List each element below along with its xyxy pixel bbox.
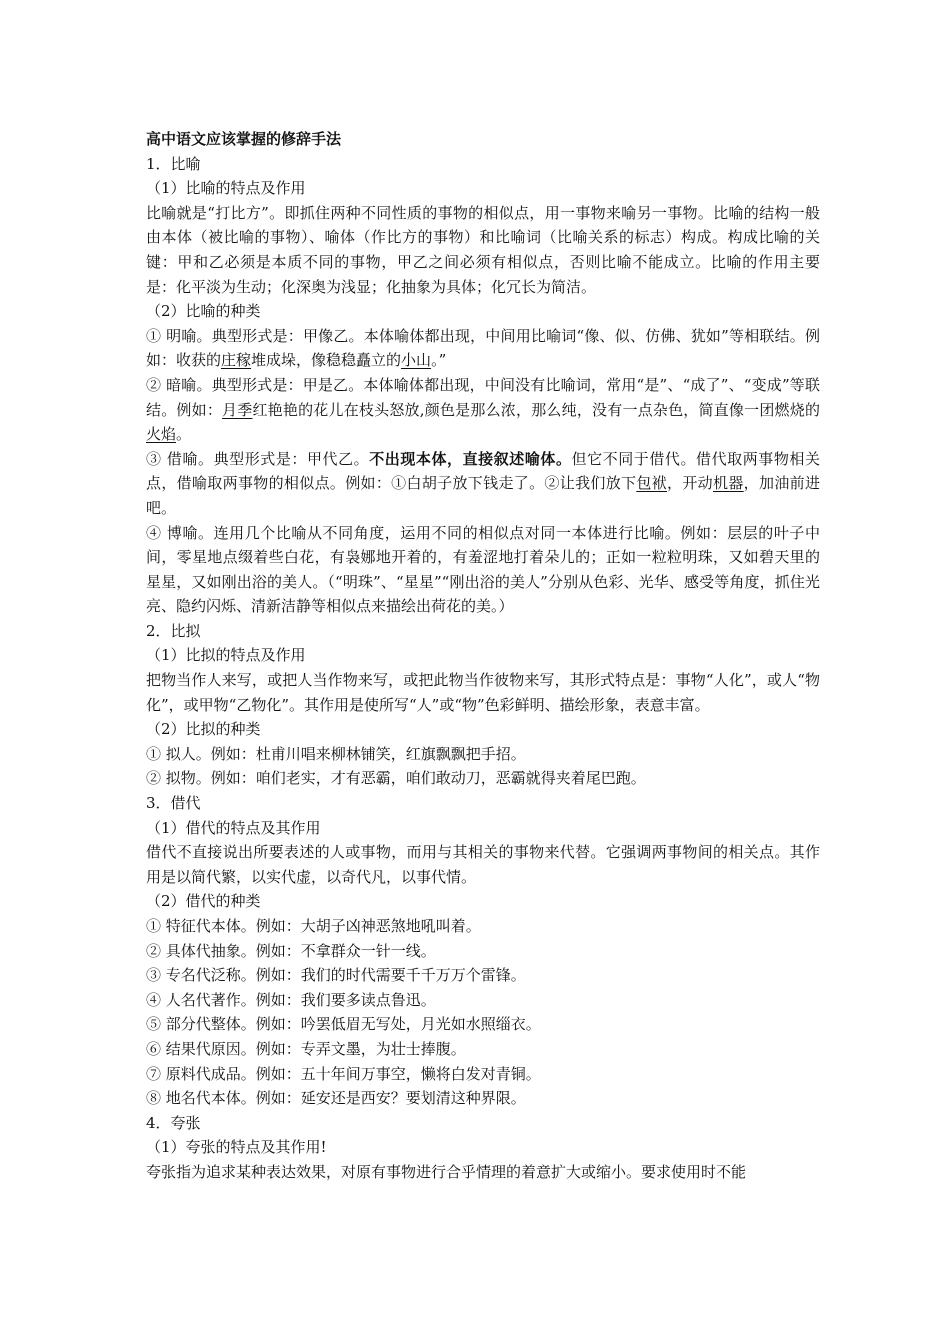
section-heading: （1）比拟的特点及作用 <box>146 646 306 665</box>
section-heading: 4．夸张 <box>146 1113 201 1132</box>
section-heading: 1．比喻 <box>146 154 201 173</box>
underlined-text: 庄稼 <box>221 351 252 370</box>
document-body <box>146 152 820 1185</box>
paragraph: ⑧ 地名代本体。例如：延安还是西安？要划清这种界限。 <box>146 1089 526 1108</box>
section-heading: （1）夸张的特点及其作用! <box>146 1138 327 1157</box>
document-title: 高中语文应该掌握的修辞手法 <box>146 130 342 148</box>
paragraph: ⑥ 结果代原因。例如：专弄文墨，为壮士捧腹。 <box>146 1039 466 1058</box>
paragraph: ④ 博喻。连用几个比喻从不同角度，运用不同的相似点对同一本体进行比喻。例如：层层的叶子中间，零星地点缀着些白花，有袅娜地开着的，有羞涩地打着朵儿的；正如一粒粒明珠，又如碧天里的星星，又如刚出浴的美人。（“明珠”、“星星”“刚出浴的美人”分别从色彩、光华、感受等角度，抓住光亮、隐约闪烁、清新洁静等相似点来描绘出荷花的美。） <box>146 523 820 616</box>
paragraph: 夸张指为追求某种表达效果，对原有事物进行合乎情理的着意扩大或缩小。要求使用时不能 <box>146 1162 747 1181</box>
section-heading: （1）比喻的特点及作用 <box>146 179 306 198</box>
paragraph: ② 具体代抽象。例如：不拿群众一针一线。 <box>146 941 436 960</box>
paragraph: ① 明喻。典型形式是：甲像乙。本体喻体都出现，中间用比喻词“像、似、仿佛、犹如”等相联结。例如：收获的庄稼堆成垛，像稳稳矗立的小山。” <box>146 326 820 370</box>
underlined-text: 机器 <box>713 474 744 493</box>
paragraph: 比喻就是“打比方”。即抓住两种不同性质的事物的相似点，用一事物来喻另一事物。比喻的结构一般由本体（被比喻的事物）、喻体（作比方的事物）和比喻词（比喻关系的标志）构成。构成比喻的关键：甲和乙必须是本质不同的事物，甲乙之间必须有相似点，否则比喻不能成立。比喻的作用主要是：化平淡为生动；化深奥为浅显；化抽象为具体；化冗长为简洁。 <box>146 203 820 296</box>
underlined-text: 小山 <box>401 351 432 370</box>
paragraph: ② 暗喻。典型形式是：甲是乙。本体喻体都出现，中间没有比喻词，常用“是”、“成了”、“变成”等联结。例如：月季红艳艳的花儿在枝头怒放,颜色是那么浓，那么纯，没有一点杂色，简直像一团燃烧的火焰。 <box>146 375 820 444</box>
underlined-text: 火焰 <box>146 425 177 444</box>
bold-text: 不出现本体，直接叙述喻体。 <box>369 449 572 468</box>
section-heading: （2）借代的种类 <box>146 892 261 911</box>
paragraph: ⑦ 原料代成品。例如：五十年间万事空，懒将白发对青铜。 <box>146 1064 541 1083</box>
paragraph: ③ 借喻。典型形式是：甲代乙。不出现本体，直接叙述喻体。但它不同于借代。借代取两事物相关点，借喻取两事物的相似点。例如：①白胡子放下钱走了。②让我们放下包袱，开动机器，加油前进吧。 <box>146 449 820 517</box>
underlined-text: 包袱 <box>636 474 668 493</box>
document-page <box>146 127 820 1185</box>
paragraph: ① 特征代本体。例如：大胡子凶神恶煞地吼叫着。 <box>146 917 481 935</box>
paragraph: ③ 专名代泛称。例如：我们的时代需要千千万万个雷锋。 <box>146 966 526 985</box>
section-heading: 2．比拟 <box>146 621 201 640</box>
paragraph: ② 拟物。例如：咱们老实，才有恶霸，咱们敢动刀，恶霸就得夹着尾巴跑。 <box>146 769 646 788</box>
paragraph: ⑤ 部分代整体。例如：吟罢低眉无写处，月光如水照缁衣。 <box>146 1015 541 1034</box>
section-heading: （2）比拟的种类 <box>146 720 261 739</box>
paragraph: 借代不直接说出所要表述的人或事物，而用与其相关的事物来代替。它强调两事物间的相关点。其作用是以简代繁，以实代虚，以奇代凡，以事代情。 <box>146 843 820 886</box>
section-heading: （1）借代的特点及其作用 <box>146 818 321 837</box>
paragraph: ① 拟人。例如：杜甫川唱来柳林铺笑，红旗飘飘把手招。 <box>146 744 526 763</box>
paragraph: ④ 人名代著作。例如：我们要多读点鲁迅。 <box>146 990 436 1009</box>
section-heading: 3．借代 <box>146 794 201 813</box>
paragraph: 把物当作人来写，或把人当作物来写，或把此物当作彼物来写，其形式特点是：事物“人化”，或人“物化”，或甲物“乙物化”。其作用是使所写“人”或“物”色彩鲜明、描绘形象，表意丰富。 <box>146 671 820 714</box>
section-heading: （2）比喻的种类 <box>146 302 261 321</box>
underlined-text: 月季 <box>222 400 253 419</box>
